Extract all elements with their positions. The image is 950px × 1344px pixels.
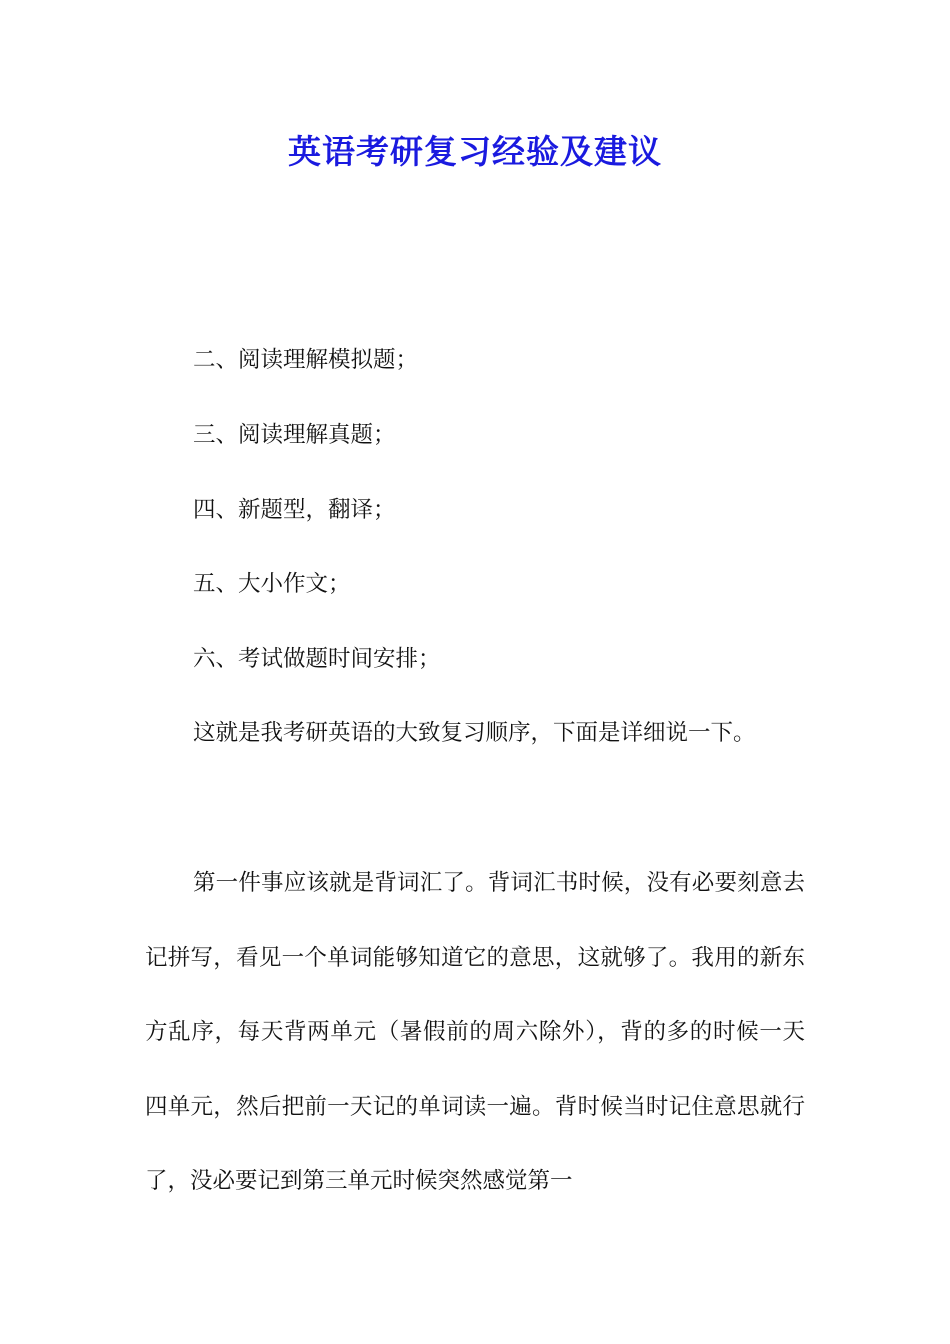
- body-paragraph: 第一件事应该就是背词汇了。背词汇书时候，没有必要刻意去记拼写，看见一个单词能够知道它的意思，这就够了。我用的新东方乱序，每天背两单元（暑假前的周六除外），背的多的时候一天四单元，然后把前一天记的单词读一遍。背时候当时记住意思就行了，没必要记到第三单元时候突然感觉第一: [145, 870, 805, 1195]
- list-item: 二、阅读理解模拟题；: [193, 347, 419, 373]
- list-item: 六、考试做题时间安排；: [193, 646, 441, 672]
- document-title: 英语考研复习经验及建议: [288, 132, 662, 171]
- list-item: 三、阅读理解真题；: [193, 422, 396, 448]
- list-item: 四、新题型，翻译；: [193, 497, 396, 523]
- summary-line: 这就是我考研英语的大致复习顺序，下面是详细说一下。: [193, 720, 756, 746]
- list-item: 五、大小作文；: [193, 571, 351, 597]
